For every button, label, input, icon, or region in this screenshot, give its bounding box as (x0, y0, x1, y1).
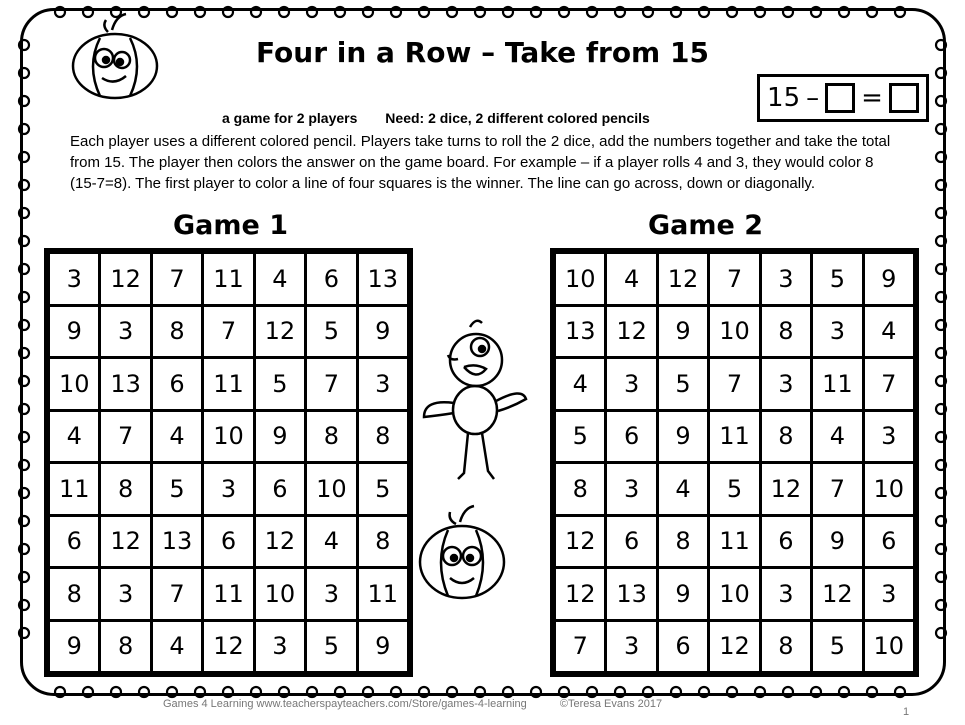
needs-text: Need: 2 dice, 2 different colored pencils (385, 110, 650, 126)
board-cell[interactable]: 7 (865, 359, 913, 409)
game2-board (550, 248, 919, 677)
board-cell[interactable]: 11 (204, 569, 252, 619)
board-cell[interactable]: 3 (762, 359, 810, 409)
board-cell[interactable]: 8 (359, 517, 407, 567)
board-cell[interactable]: 3 (607, 622, 655, 672)
page-title: Four in a Row – Take from 15 (256, 36, 709, 69)
board-cell[interactable]: 12 (256, 307, 304, 357)
game1-board (44, 248, 413, 677)
board-cell[interactable]: 3 (607, 464, 655, 514)
board-cell[interactable]: 13 (101, 359, 149, 409)
equation-box (757, 74, 929, 122)
board-cell[interactable]: 6 (607, 517, 655, 567)
board-cell[interactable]: 6 (153, 359, 201, 409)
board-cell[interactable]: 8 (556, 464, 604, 514)
board-cell[interactable]: 9 (50, 622, 98, 672)
board-cell[interactable]: 9 (865, 254, 913, 304)
board-cell[interactable]: 12 (101, 254, 149, 304)
equation-equals: = (861, 83, 883, 113)
board-cell[interactable]: 9 (359, 622, 407, 672)
board-cell[interactable]: 3 (762, 254, 810, 304)
board-cell[interactable]: 13 (607, 569, 655, 619)
board-cell[interactable]: 4 (256, 254, 304, 304)
board-cell[interactable]: 3 (865, 412, 913, 462)
board-cell[interactable]: 6 (865, 517, 913, 567)
bird-icon (420, 315, 530, 485)
board-cell[interactable]: 12 (762, 464, 810, 514)
board-cell[interactable]: 5 (307, 622, 355, 672)
board-cell[interactable]: 3 (50, 254, 98, 304)
board-cell[interactable]: 12 (204, 622, 252, 672)
board-cell[interactable]: 4 (813, 412, 861, 462)
board-cell[interactable]: 12 (659, 254, 707, 304)
board-cell[interactable]: 12 (813, 569, 861, 619)
footer-site: Games 4 Learning www.teacherspayteachers.com/Store/games-4-learning (163, 698, 527, 710)
board-cell[interactable]: 11 (710, 412, 758, 462)
board-cell[interactable]: 13 (556, 307, 604, 357)
board-cell[interactable]: 8 (359, 412, 407, 462)
blank-square (825, 83, 855, 113)
board-cell[interactable]: 3 (813, 307, 861, 357)
board-cell[interactable]: 3 (762, 569, 810, 619)
board-cell[interactable]: 3 (256, 622, 304, 672)
board-cell[interactable]: 3 (359, 359, 407, 409)
blank-square (889, 83, 919, 113)
board-cell[interactable]: 12 (710, 622, 758, 672)
board-cell[interactable]: 8 (659, 517, 707, 567)
board-cell[interactable]: 10 (710, 569, 758, 619)
board-cell[interactable]: 8 (101, 464, 149, 514)
board-cell[interactable]: 4 (659, 464, 707, 514)
board-cell[interactable]: 3 (607, 359, 655, 409)
board-cell[interactable]: 7 (204, 307, 252, 357)
board-cell[interactable]: 13 (359, 254, 407, 304)
board-cell[interactable]: 5 (256, 359, 304, 409)
board-cell[interactable]: 5 (813, 254, 861, 304)
board-cell[interactable]: 3 (204, 464, 252, 514)
board-cell[interactable]: 7 (101, 412, 149, 462)
board-cell[interactable]: 4 (556, 359, 604, 409)
board-cell[interactable]: 7 (710, 254, 758, 304)
board-cell[interactable]: 6 (762, 517, 810, 567)
board-cell[interactable]: 7 (153, 569, 201, 619)
board-cell[interactable]: 12 (556, 569, 604, 619)
board-cell[interactable]: 10 (556, 254, 604, 304)
board-cell[interactable]: 5 (359, 464, 407, 514)
board-cell[interactable]: 5 (813, 622, 861, 672)
board-cell[interactable]: 6 (256, 464, 304, 514)
board-cell[interactable]: 9 (659, 569, 707, 619)
board-cell[interactable]: 9 (359, 307, 407, 357)
board-cell[interactable]: 6 (307, 254, 355, 304)
board-cell[interactable]: 6 (50, 517, 98, 567)
board-cell[interactable]: 10 (865, 622, 913, 672)
pumpkin-icon (412, 500, 512, 610)
board-cell[interactable]: 3 (101, 569, 149, 619)
board-cell[interactable]: 9 (813, 517, 861, 567)
board-cell[interactable]: 10 (307, 464, 355, 514)
instructions: Each player uses a different colored pencil. Players take turns to roll the 2 dice, add the numbers together and take the total from 15. The player then colors the answer on the game board. For example – if a player rolls 4 and 3, they would color 8 (15-7=8). The first player to color a line of four squares is the winner. The line can go across, down or diagonally. (70, 133, 891, 192)
equation-minuend: 15 (767, 83, 801, 113)
board-cell[interactable]: 8 (50, 569, 98, 619)
board-cell[interactable]: 10 (865, 464, 913, 514)
game2-label: Game 2 (648, 210, 764, 241)
board-cell[interactable]: 4 (307, 517, 355, 567)
board-cell[interactable]: 5 (307, 307, 355, 357)
board-cell[interactable]: 6 (659, 622, 707, 672)
board-cell[interactable]: 8 (762, 412, 810, 462)
board-cell[interactable]: 5 (659, 359, 707, 409)
board-cell[interactable]: 4 (153, 622, 201, 672)
board-cell[interactable]: 12 (101, 517, 149, 567)
board-cell[interactable]: 8 (307, 412, 355, 462)
board-cell[interactable]: 11 (359, 569, 407, 619)
board-cell[interactable]: 8 (153, 307, 201, 357)
board-cell[interactable]: 9 (659, 412, 707, 462)
board-cell[interactable]: 3 (101, 307, 149, 357)
page-number: 1 (903, 706, 910, 718)
board-cell[interactable]: 8 (101, 622, 149, 672)
board-cell[interactable]: 10 (204, 412, 252, 462)
board-cell[interactable]: 6 (607, 412, 655, 462)
board-cell[interactable]: 3 (307, 569, 355, 619)
board-cell[interactable]: 10 (50, 359, 98, 409)
board-cell[interactable]: 12 (607, 307, 655, 357)
players-text: a game for 2 players (222, 110, 358, 126)
footer-copyright: ©Teresa Evans 2017 (559, 698, 663, 710)
board-cell[interactable]: 4 (865, 307, 913, 357)
board-cell[interactable]: 5 (710, 464, 758, 514)
board-cell[interactable]: 4 (153, 412, 201, 462)
board-cell[interactable]: 12 (556, 517, 604, 567)
board-cell[interactable]: 8 (762, 622, 810, 672)
board-cell[interactable]: 4 (50, 412, 98, 462)
board-cell[interactable]: 8 (762, 307, 810, 357)
board-cell[interactable]: 6 (204, 517, 252, 567)
board-cell[interactable]: 5 (153, 464, 201, 514)
board-cell[interactable]: 11 (813, 359, 861, 409)
board-cell[interactable]: 7 (153, 254, 201, 304)
board-cell[interactable]: 10 (710, 307, 758, 357)
board-cell[interactable]: 9 (50, 307, 98, 357)
board-cell[interactable]: 12 (256, 517, 304, 567)
board-cell[interactable]: 11 (710, 517, 758, 567)
board-cell[interactable]: 7 (307, 359, 355, 409)
subtitle (222, 110, 674, 126)
board-cell[interactable]: 4 (607, 254, 655, 304)
board-cell[interactable]: 9 (256, 412, 304, 462)
board-cell[interactable]: 7 (556, 622, 604, 672)
board-cell[interactable]: 7 (813, 464, 861, 514)
equation-minus: – (806, 83, 820, 113)
board-cell[interactable]: 9 (659, 307, 707, 357)
board-cell[interactable]: 11 (50, 464, 98, 514)
board-cell[interactable]: 11 (204, 254, 252, 304)
board-cell[interactable]: 13 (153, 517, 201, 567)
board-cell[interactable]: 3 (865, 569, 913, 619)
board-cell[interactable]: 5 (556, 412, 604, 462)
board-cell[interactable]: 10 (256, 569, 304, 619)
board-cell[interactable]: 11 (204, 359, 252, 409)
footer (163, 698, 692, 710)
game1-label: Game 1 (173, 210, 289, 241)
board-cell[interactable]: 7 (710, 359, 758, 409)
